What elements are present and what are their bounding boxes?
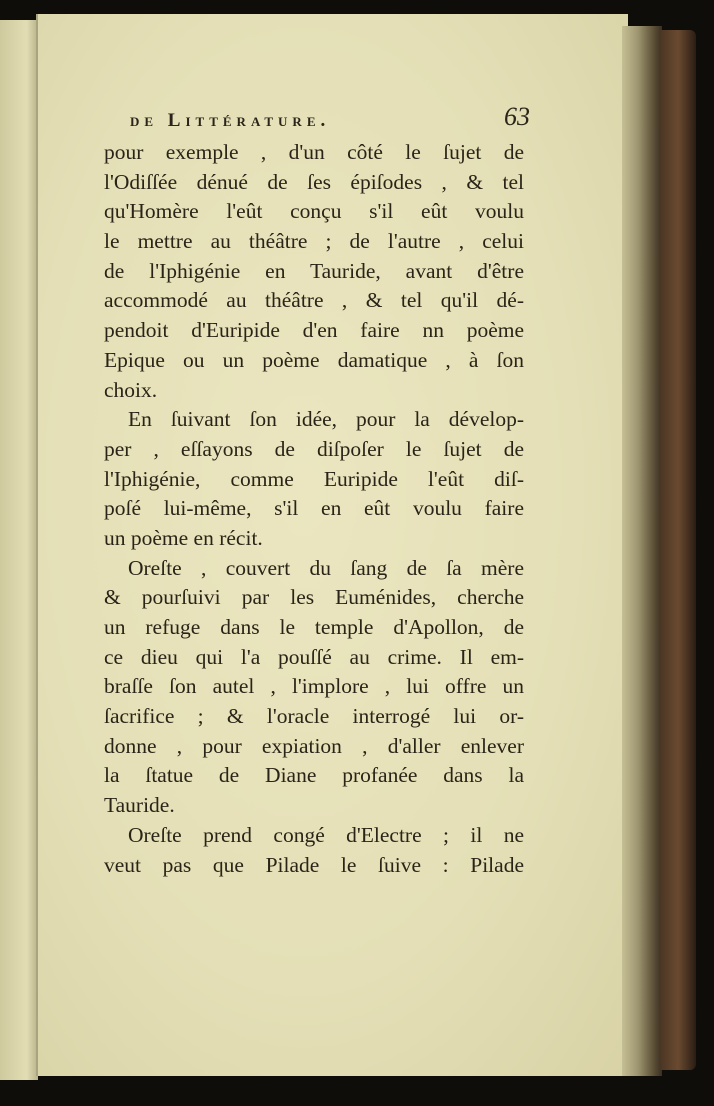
text-line: & pourſuivi par les Euménides, cherche: [104, 585, 524, 610]
page-header: [130, 102, 530, 140]
page-block-edge: [622, 26, 662, 1076]
text-line: pour exemple , d'un côté le ſujet de: [104, 140, 524, 164]
text-line: ſacrifice ; & l'oracle interrogé lui or-: [104, 704, 524, 729]
text-line: l'Odiſſée dénué de ſes épiſodes , & tel: [104, 169, 524, 194]
text-line: le mettre au théâtre ; de l'autre , celui: [104, 229, 524, 254]
text-line: choix.: [104, 377, 158, 402]
text-line: qu'Homère l'eût conçu s'il eût voulu: [104, 199, 524, 224]
page-text: [104, 138, 524, 880]
text-line: Oreſte , couvert du ſang de ſa mère: [128, 555, 524, 580]
text-line: Epique ou un poème damatique , à ſon: [104, 347, 524, 372]
text-line: veut pas que Pilade le ſuive : Pilade: [104, 852, 524, 877]
text-line: un refuge dans le temple d'Apollon, de: [104, 615, 524, 639]
text-line: un poème en récit.: [104, 525, 263, 550]
text-line: braſſe ſon autel , l'implore , lui offre un: [104, 674, 524, 699]
text-line: per , eſſayons de diſpoſer le ſujet de: [104, 436, 524, 461]
text-line: ce dieu qui l'a pouſſé au crime. Il em-: [104, 644, 524, 669]
text-line: Oreſte prend congé d'Electre ; il ne: [128, 822, 524, 847]
text-line: l'Iphigénie, comme Euripide l'eût diſ-: [104, 466, 524, 491]
book-cover: [660, 30, 696, 1070]
text-line: la ſtatue de Diane profanée dans la: [104, 763, 524, 788]
running-title: de Littérature.: [130, 110, 331, 131]
page-number: 63: [504, 102, 530, 131]
text-line: poſé lui-même, s'il en eût voulu faire: [104, 496, 524, 521]
text-line: En ſuivant ſon idée, pour la dévelop-: [128, 407, 524, 432]
text-line: pendoit d'Euripide d'en faire nn poème: [104, 318, 524, 343]
facing-page-edge: [0, 20, 38, 1080]
text-line: Tauride.: [104, 793, 175, 818]
text-line: accommodé au théâtre , & tel qu'il dé-: [104, 288, 524, 313]
text-line: de l'Iphigénie en Tauride, avant d'être: [104, 258, 524, 283]
text-line: donne , pour expiation , d'aller enlever: [104, 733, 524, 758]
